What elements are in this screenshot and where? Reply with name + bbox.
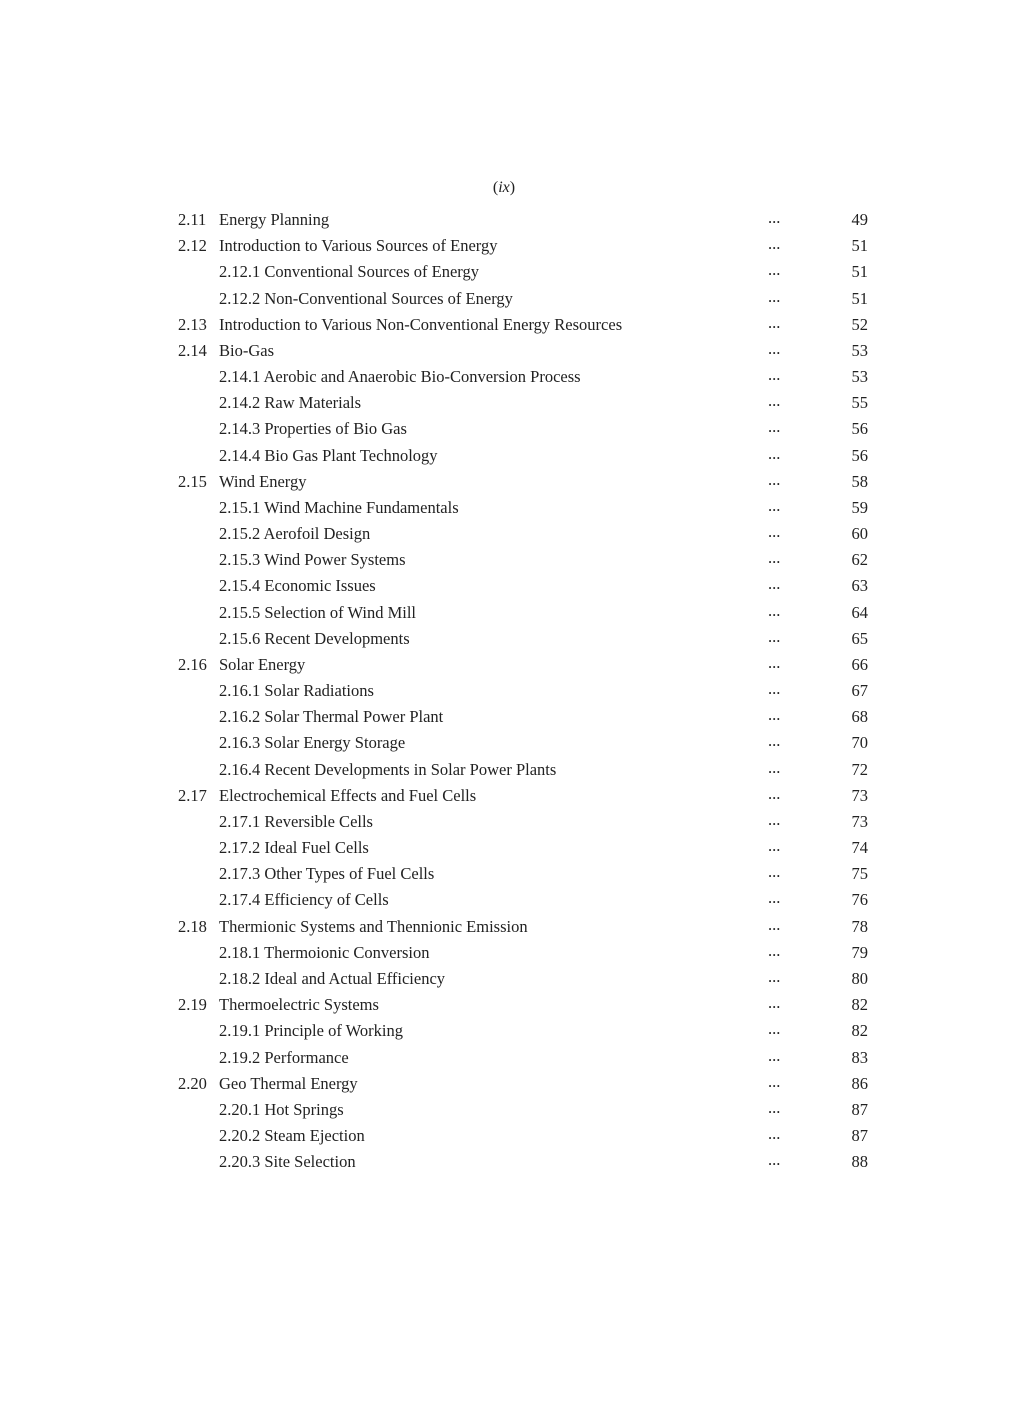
toc-page-number: 63 (851, 576, 868, 596)
toc-page-number: 56 (851, 419, 868, 439)
toc-entry-title: 2.17.2 Ideal Fuel Cells (219, 838, 369, 858)
toc-subsection-row (0, 966, 1020, 992)
toc-entry-title: 2.14.2 Raw Materials (219, 393, 362, 413)
toc-page-number: 72 (851, 759, 868, 779)
toc-entry-title: Wind Energy (219, 471, 307, 491)
toc-section-row (0, 914, 1020, 940)
toc-page-number: 51 (851, 262, 868, 282)
toc-page-number: 76 (851, 890, 868, 910)
toc-leader-dots: ... (768, 626, 781, 646)
toc-leader-dots: ... (768, 338, 781, 358)
toc-subsection-row (0, 443, 1020, 469)
toc-page-number: 52 (851, 314, 868, 334)
toc-leader-dots: ... (768, 548, 781, 568)
toc-leader-dots: ... (768, 862, 781, 882)
toc-entry-title: 2.18.1 Thermoionic Conversion (219, 942, 430, 962)
toc-subsection-row (0, 861, 1020, 887)
toc-section-row (0, 338, 1020, 364)
toc-leader-dots: ... (768, 365, 781, 385)
toc-subsection-row (0, 940, 1020, 966)
toc-subsection-row (0, 547, 1020, 573)
toc-subsection-row (0, 626, 1020, 652)
toc-subsection-row (0, 286, 1020, 312)
toc-page-number: 82 (851, 1021, 868, 1041)
toc-page-number: 49 (851, 210, 868, 229)
toc-entry-title: 2.16.3 Solar Energy Storage (219, 733, 406, 753)
toc-entry-title: Thermoelectric Systems (219, 995, 379, 1015)
toc-entry-title: 2.14.4 Bio Gas Plant Technology (219, 445, 438, 465)
toc-subsection-row (0, 1018, 1020, 1044)
toc-page-number: 64 (851, 602, 868, 622)
toc-leader-dots: ... (768, 1097, 781, 1117)
toc-leader-dots: ... (768, 783, 781, 803)
toc-page-number: 74 (851, 838, 868, 858)
toc-page-number: 55 (851, 393, 868, 413)
toc-leader-dots: ... (768, 888, 781, 908)
toc-leader-dots: ... (768, 809, 781, 829)
toc-page-number: 83 (851, 1047, 868, 1067)
toc-leader-dots: ... (768, 469, 781, 489)
toc-entry-title: 2.17.4 Efficiency of Cells (219, 890, 389, 910)
toc-page-number: 75 (851, 864, 868, 884)
toc-page-number: 51 (851, 236, 868, 256)
toc-entry-title: Introduction to Various Non-Conventional Energy Resources (219, 314, 623, 334)
toc-page-number: 70 (851, 733, 868, 753)
toc-entry-title: 2.17.3 Other Types of Fuel Cells (219, 864, 435, 884)
toc-leader-dots: ... (768, 652, 781, 672)
toc-entry-title: 2.18.2 Ideal and Actual Efficiency (219, 968, 446, 988)
toc-section-number: 2.11 (178, 210, 207, 229)
toc-entry-title: Introduction to Various Sources of Energy (219, 236, 498, 256)
toc-subsection-row (0, 600, 1020, 626)
toc-entry-title: 2.14.3 Properties of Bio Gas (219, 419, 407, 439)
toc-page-number: 60 (851, 524, 868, 544)
toc-leader-dots: ... (768, 208, 781, 227)
toc-page-number: 80 (851, 968, 868, 988)
toc-section-row (0, 312, 1020, 338)
toc-section-number: 2.12 (178, 236, 207, 256)
table-of-contents (0, 207, 1020, 1175)
toc-leader-dots: ... (768, 260, 781, 280)
toc-leader-dots: ... (768, 705, 781, 725)
toc-section-number: 2.18 (178, 916, 207, 936)
toc-page-number: 73 (851, 785, 868, 805)
toc-subsection-row (0, 809, 1020, 835)
toc-leader-dots: ... (768, 914, 781, 934)
toc-entry-title: 2.15.6 Recent Developments (219, 628, 410, 648)
toc-page-number: 62 (851, 550, 868, 570)
toc-leader-dots: ... (768, 600, 781, 620)
toc-leader-dots: ... (768, 495, 781, 515)
toc-leader-dots: ... (768, 993, 781, 1013)
toc-leader-dots: ... (768, 679, 781, 699)
toc-page-number: 82 (851, 995, 868, 1015)
toc-section-row (0, 783, 1020, 809)
toc-leader-dots: ... (768, 312, 781, 332)
toc-leader-dots: ... (768, 417, 781, 437)
toc-entry-title: 2.12.2 Non-Conventional Sources of Energy (219, 288, 513, 308)
toc-leader-dots: ... (768, 757, 781, 777)
toc-leader-dots: ... (768, 522, 781, 542)
toc-subsection-row (0, 704, 1020, 730)
toc-subsection-row (0, 364, 1020, 390)
toc-subsection-row (0, 757, 1020, 783)
toc-entry-title: Geo Thermal Energy (219, 1073, 358, 1093)
toc-subsection-row (0, 573, 1020, 599)
toc-subsection-row (0, 416, 1020, 442)
toc-section-row (0, 233, 1020, 259)
toc-entry-title: 2.15.5 Selection of Wind Mill (219, 602, 417, 622)
toc-page-number: 86 (851, 1073, 868, 1093)
toc-entry-title: 2.17.1 Reversible Cells (219, 811, 373, 831)
toc-leader-dots: ... (768, 1150, 781, 1170)
toc-leader-dots: ... (768, 574, 781, 594)
toc-entry-title: 2.16.1 Solar Radiations (219, 681, 374, 701)
toc-page-number: 87 (851, 1126, 868, 1146)
toc-subsection-row (0, 259, 1020, 285)
toc-leader-dots: ... (768, 940, 781, 960)
page-number-value: ix (498, 179, 510, 196)
toc-section-row (0, 652, 1020, 678)
toc-section-row (0, 469, 1020, 495)
toc-leader-dots: ... (768, 1019, 781, 1039)
toc-leader-dots: ... (768, 286, 781, 306)
toc-entry-title: Electrochemical Effects and Fuel Cells (219, 785, 477, 805)
toc-page-number: 73 (851, 811, 868, 831)
toc-section-row (0, 1071, 1020, 1097)
toc-page-number: 67 (851, 681, 868, 701)
toc-leader-dots: ... (768, 234, 781, 254)
toc-section-number: 2.14 (178, 340, 207, 360)
toc-section-row (0, 207, 1020, 233)
toc-subsection-row (0, 887, 1020, 913)
toc-leader-dots: ... (768, 391, 781, 411)
toc-subsection-row (0, 390, 1020, 416)
toc-leader-dots: ... (768, 1071, 781, 1091)
toc-leader-dots: ... (768, 731, 781, 751)
toc-subsection-row (0, 1123, 1020, 1149)
toc-entry-title: Bio-Gas (219, 340, 274, 360)
toc-leader-dots: ... (768, 1045, 781, 1065)
toc-page-number: 68 (851, 707, 868, 727)
toc-entry-title: 2.12.1 Conventional Sources of Energy (219, 262, 479, 282)
toc-subsection-row (0, 835, 1020, 861)
toc-page-number: 88 (851, 1152, 868, 1172)
toc-page-number: 51 (851, 288, 868, 308)
toc-section-number: 2.20 (178, 1073, 207, 1093)
toc-entry-title: Thermionic Systems and Thennionic Emission (219, 916, 528, 936)
toc-entry-title: 2.19.1 Principle of Working (219, 1021, 403, 1041)
toc-page-number: 59 (851, 497, 868, 517)
toc-section-number: 2.15 (178, 471, 207, 491)
toc-section-number: 2.17 (178, 785, 207, 805)
toc-entry-title: 2.15.2 Aerofoil Design (219, 524, 371, 544)
toc-page-number: 56 (851, 445, 868, 465)
toc-leader-dots: ... (768, 966, 781, 986)
toc-entry-title: Energy Planning (219, 210, 330, 229)
toc-entry-title: 2.16.4 Recent Developments in Solar Power Plants (219, 759, 557, 779)
toc-entry-title: 2.20.2 Steam Ejection (219, 1126, 365, 1146)
toc-section-number: 2.16 (178, 654, 207, 674)
toc-page-number: 66 (851, 654, 868, 674)
toc-page-number: 65 (851, 628, 868, 648)
toc-subsection-row (0, 521, 1020, 547)
toc-leader-dots: ... (768, 443, 781, 463)
toc-section-number: 2.19 (178, 995, 207, 1015)
toc-entry-title: Solar Energy (219, 654, 306, 674)
toc-subsection-row (0, 1045, 1020, 1071)
toc-entry-title: 2.14.1 Aerobic and Anaerobic Bio-Conversion Process (219, 367, 581, 387)
toc-subsection-row (0, 1149, 1020, 1175)
toc-page-number: 78 (851, 916, 868, 936)
toc-leader-dots: ... (768, 836, 781, 856)
toc-subsection-row (0, 730, 1020, 756)
toc-entry-title: 2.15.3 Wind Power Systems (219, 550, 406, 570)
page-number: (ix) (492, 179, 516, 196)
toc-page-number: 53 (851, 340, 868, 360)
toc-section-number: 2.13 (178, 314, 207, 334)
toc-entry-title: 2.20.3 Site Selection (219, 1152, 356, 1172)
toc-entry-title: 2.20.1 Hot Springs (219, 1099, 344, 1119)
toc-leader-dots: ... (768, 1124, 781, 1144)
toc-page-number: 87 (851, 1099, 868, 1119)
toc-entry-title: 2.16.2 Solar Thermal Power Plant (219, 707, 444, 727)
toc-subsection-row (0, 495, 1020, 521)
toc-subsection-row (0, 1097, 1020, 1123)
toc-page-number: 58 (851, 471, 868, 491)
toc-entry-title: 2.15.1 Wind Machine Fundamentals (219, 497, 459, 517)
toc-subsection-row (0, 678, 1020, 704)
toc-page-number: 79 (851, 942, 868, 962)
toc-page-number: 53 (851, 367, 868, 387)
toc-entry-title: 2.15.4 Economic Issues (219, 576, 376, 596)
toc-section-row (0, 992, 1020, 1018)
toc-entry-title: 2.19.2 Performance (219, 1047, 349, 1067)
